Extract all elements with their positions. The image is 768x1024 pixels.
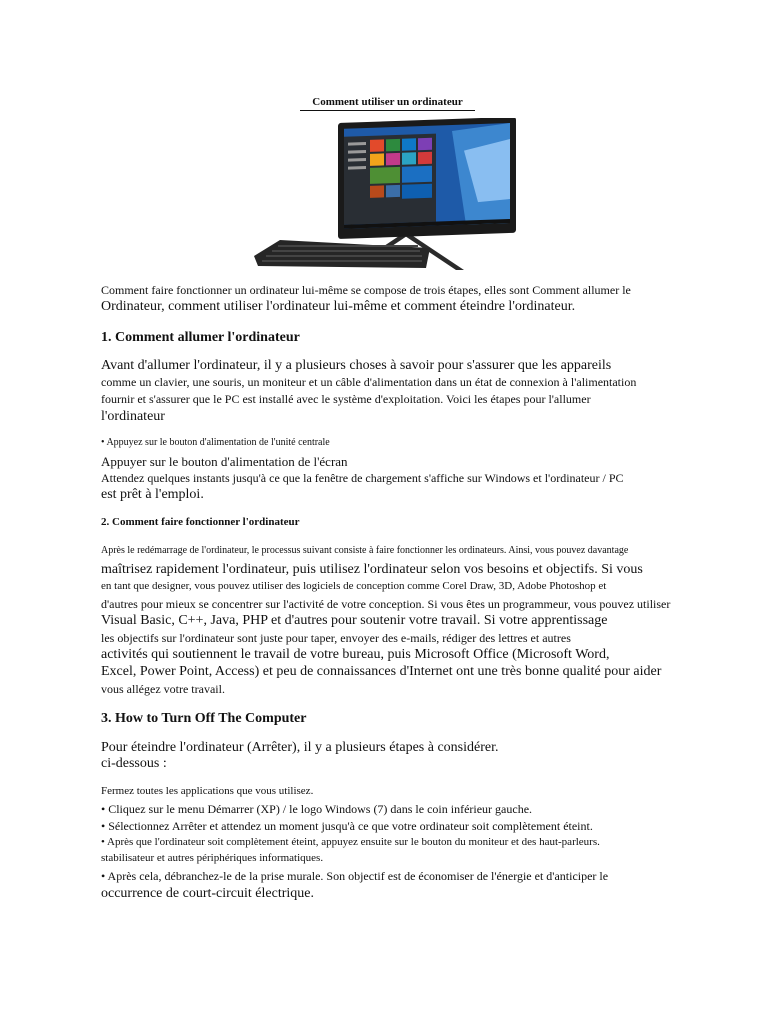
section-3-intro-line: Pour éteindre l'ordinateur (Arrêter), il y a plusieurs étapes à considérer.	[101, 740, 499, 755]
section-2-paragraph-line: vous allégez votre travail.	[101, 682, 225, 696]
section-3-step: Fermez toutes les applications que vous utilisez.	[101, 785, 314, 797]
section-2-paragraph-line: Après le redémarrage de l'ordinateur, le processus suivant consiste à faire fonctionner les ordinateurs. Ainsi, vous pouvez davantage	[101, 545, 629, 556]
section-2-paragraph-line: maîtrisez rapidement l'ordinateur, puis utilisez l'ordinateur selon vos besoins et objectifs. Si vous	[101, 562, 643, 577]
section-3-step: occurrence de court-circuit électrique.	[101, 886, 314, 901]
computer-illustration	[252, 118, 520, 276]
section-1-paragraph-line: comme un clavier, une souris, un moniteur et un câble d'alimentation dans un état de connexion à l'alimentation	[101, 375, 637, 389]
section-1-step: Appuyer sur le bouton d'alimentation de l'écran	[101, 454, 348, 469]
section-3-step: • Cliquez sur le menu Démarrer (XP) / le logo Windows (7) dans le coin inférieur gauche.	[101, 802, 533, 816]
section-3-step: • Après que l'ordinateur soit complètement éteint, appuyez ensuite sur le bouton du moniteur et des haut-parleurs.	[101, 836, 600, 848]
section-3-step: • Sélectionnez Arrêter et attendez un moment jusqu'à ce que votre ordinateur soit complètement éteint.	[101, 819, 593, 833]
section-3-step: • Après cela, débranchez-le de la prise murale. Son objectif est de économiser de l'énergie et d'anticiper le	[101, 869, 609, 883]
section-3-heading: 3. How to Turn Off The Computer	[101, 711, 307, 726]
section-1-paragraph-line: l'ordinateur	[101, 409, 165, 424]
section-2-paragraph-line: activités qui soutiennent le travail de votre bureau, puis Microsoft Office (Microsoft Word,	[101, 647, 610, 662]
section-2-paragraph-line: les objectifs sur l'ordinateur sont juste pour taper, envoyer des e-mails, rédiger des lettres et autres	[101, 631, 571, 645]
section-1-heading: 1. Comment allumer l'ordinateur	[101, 330, 300, 345]
section-1-paragraph-line: Avant d'allumer l'ordinateur, il y a plusieurs choses à savoir pour s'assurer que les appareils	[101, 358, 612, 373]
section-1-step: Attendez quelques instants jusqu'à ce que la fenêtre de chargement s'affiche sur Windows et l'ordinateur / PC	[101, 471, 624, 485]
document-title: Comment utiliser un ordinateur	[300, 96, 475, 111]
section-3-intro-line: ci-dessous :	[101, 756, 167, 771]
section-1-step: • Appuyez sur le bouton d'alimentation de l'unité centrale	[101, 437, 330, 448]
section-2-heading: 2. Comment faire fonctionner l'ordinateur	[101, 516, 300, 528]
section-1-step: est prêt à l'emploi.	[101, 487, 204, 502]
section-3-step: stabilisateur et autres périphériques informatiques.	[101, 852, 324, 864]
section-2-paragraph-line: Visual Basic, C++, Java, PHP et d'autres pour soutenir votre travail. Si votre apprentissage	[101, 613, 608, 628]
intro-line-1: Comment faire fonctionner un ordinateur lui-même se compose de trois étapes, elles sont Comment allumer le	[101, 283, 631, 297]
section-2-paragraph-line: d'autres pour mieux se concentrer sur l'activité de votre conception. Si vous êtes un programmeur, vous pouvez utiliser	[101, 597, 671, 611]
section-2-paragraph-line: Excel, Power Point, Access) et peu de connaissances d'Internet ont une très bonne qualité pour aider	[101, 664, 662, 679]
section-1-paragraph-line: fournir et s'assurer que le PC est installé avec le système d'exploitation. Voici les étapes pour l'allumer	[101, 392, 591, 406]
intro-line-2: Ordinateur, comment utiliser l'ordinateur lui-même et comment éteindre l'ordinateur.	[101, 299, 576, 314]
section-2-paragraph-line: en tant que designer, vous pouvez utiliser des logiciels de conception comme Corel Draw, 3D, Adobe Photoshop et	[101, 580, 607, 592]
